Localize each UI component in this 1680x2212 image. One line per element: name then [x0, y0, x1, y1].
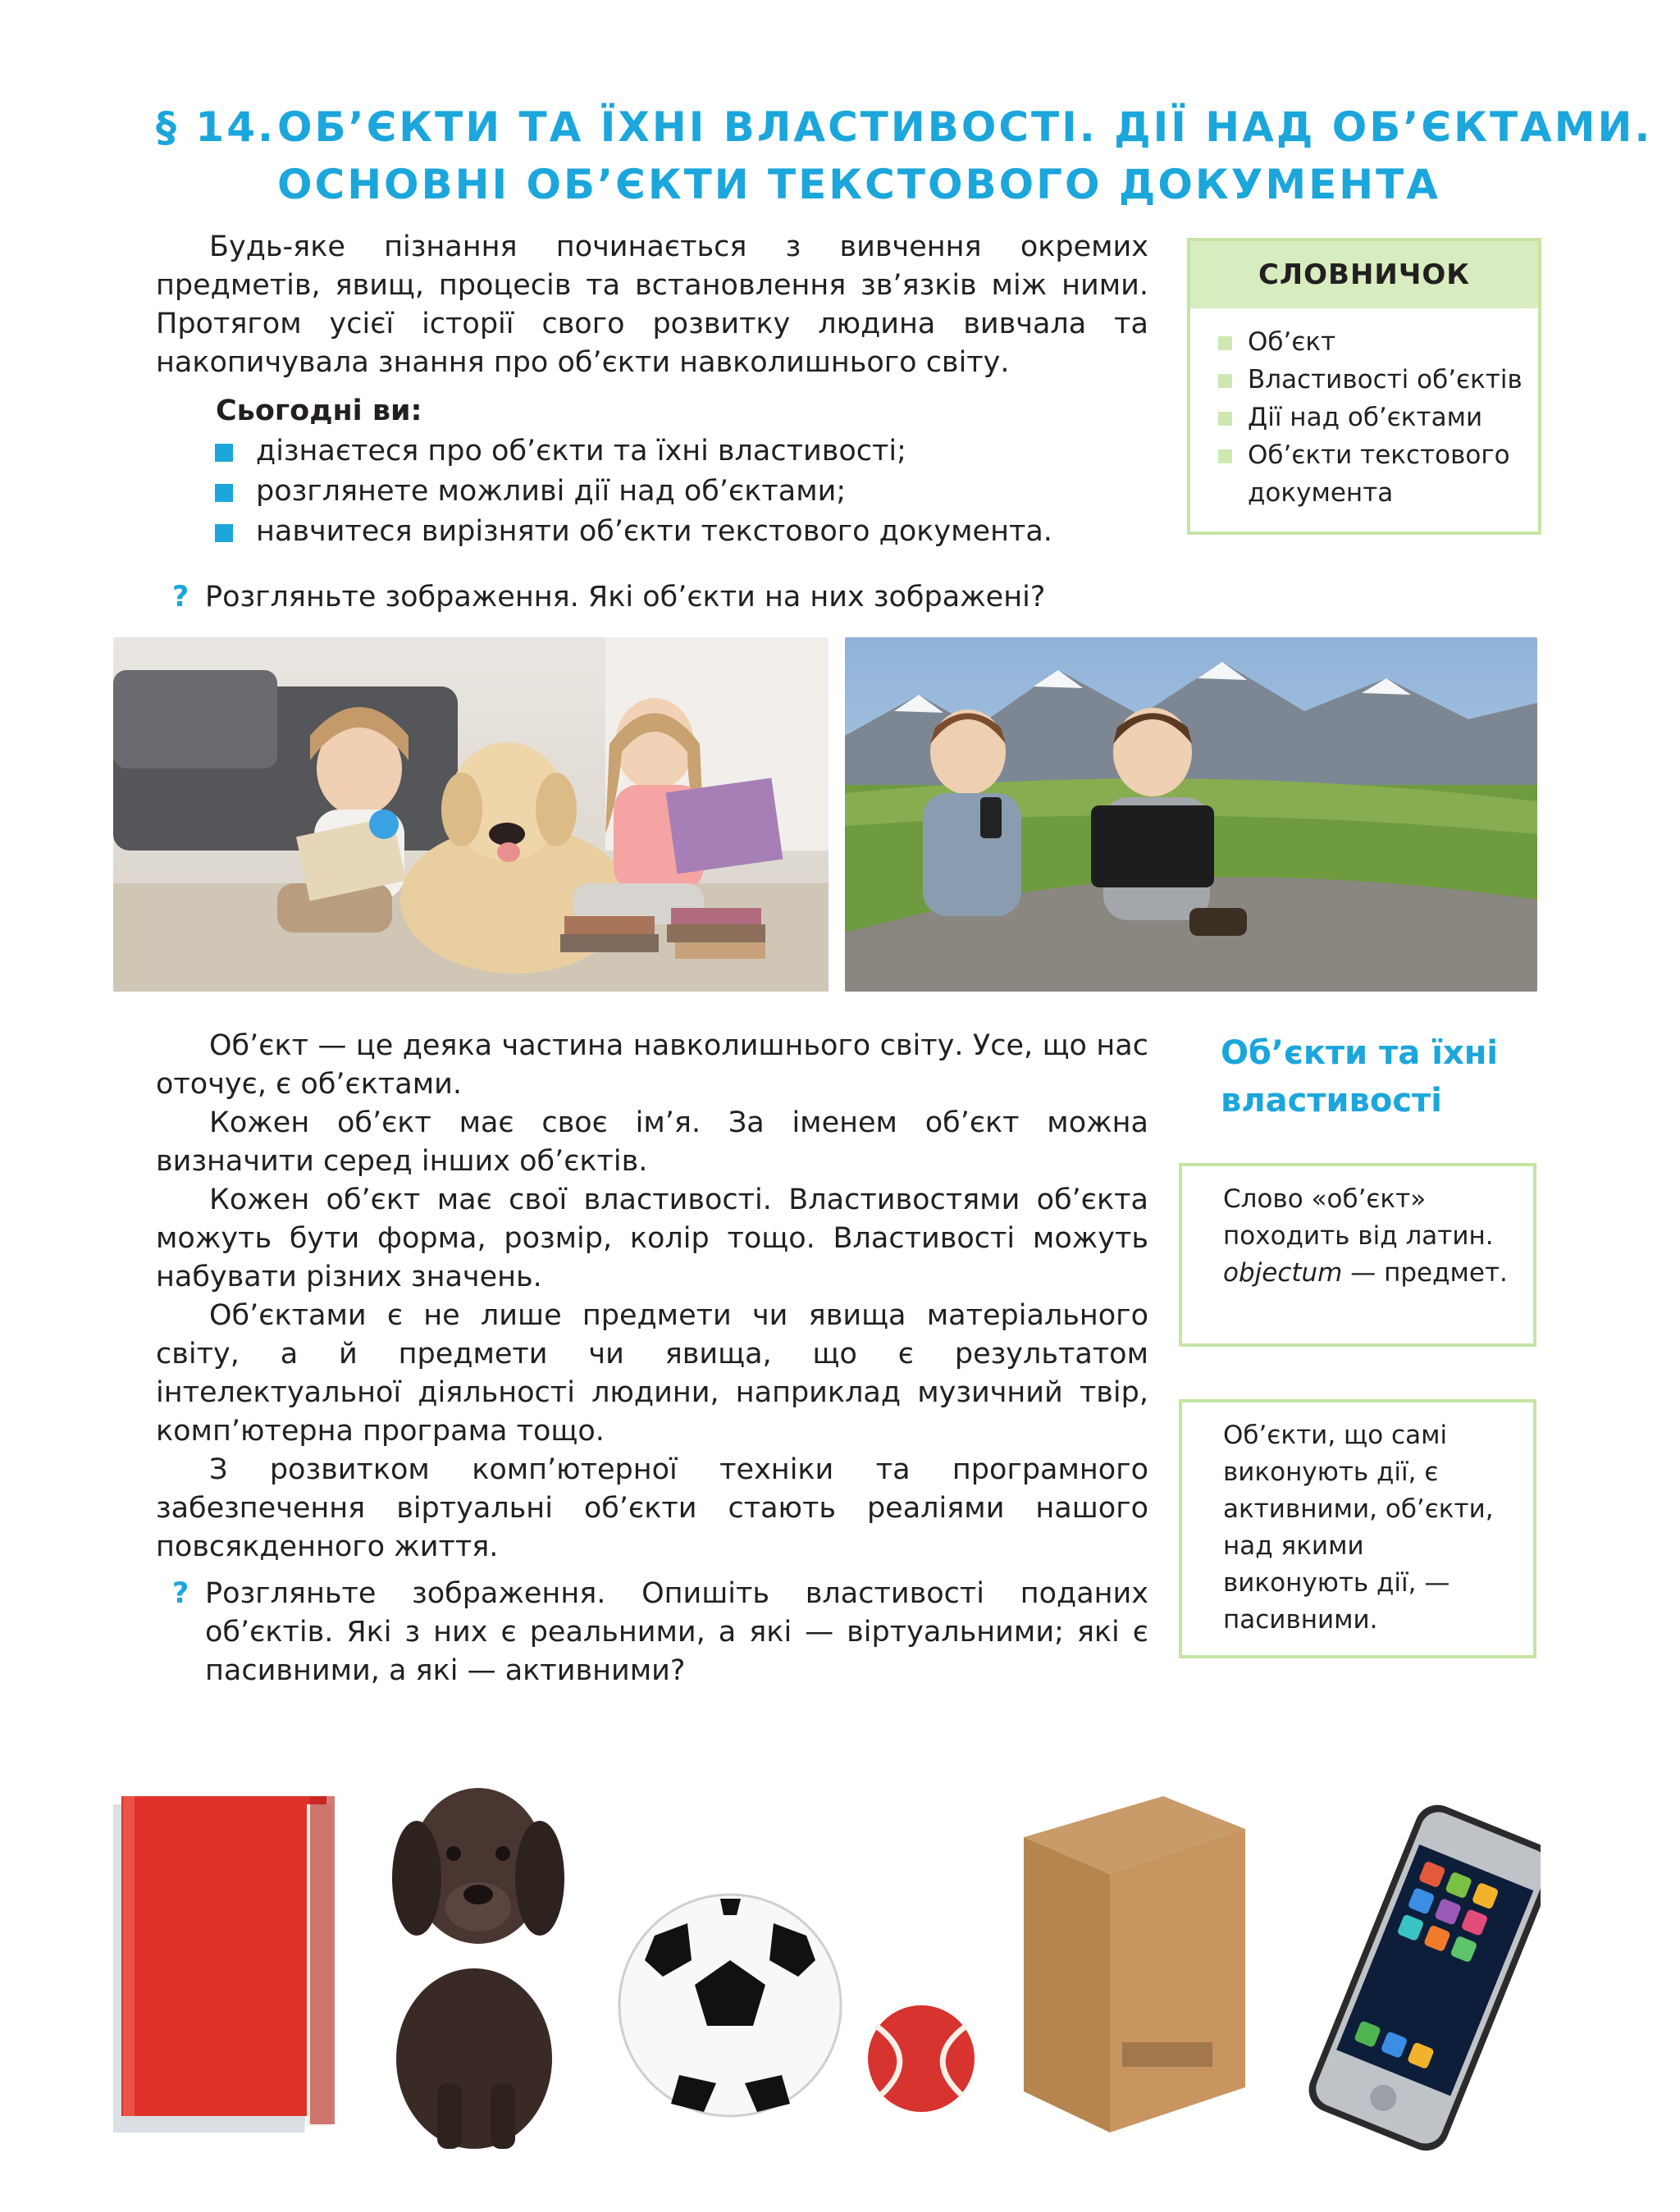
- active-passive-note: Об’єкти, що самі виконують дії, є активними, об’єкти, над якими виконують дії, — пасивними.: [1179, 1399, 1536, 1658]
- objects-svg: [113, 1714, 1541, 2173]
- page-title: [156, 98, 1653, 213]
- soccer-ball-icon: [619, 1895, 841, 2116]
- latin-word: objectum: [1223, 1258, 1343, 1288]
- bullet-square-icon: [215, 484, 233, 502]
- paragraph: З розвитком комп’ютерної техніки та програмного забезпечення віртуальні об’єкти стають реаліями нашого повсякденного життя.: [156, 1453, 1148, 1563]
- dictionary-list: [1190, 308, 1538, 512]
- question-mark-icon: ?: [172, 1577, 189, 1610]
- intro-paragraph: Будь-яке пізнання починається з вивчення окремих предметів, явищ, процесів та встановлення зв’язків між ними. Протягом усієї історії свого розвитку людина вивчала та накопичувала знання про об’єкти навколишнього світу.: [156, 230, 1148, 379]
- smartphone-icon: [1302, 1798, 1541, 2157]
- dictionary-heading: СЛОВНИЧОК: [1190, 241, 1538, 308]
- list-item: розглянете можливі дії над об’єктами;: [215, 472, 1150, 512]
- example-objects-illustration: [113, 1714, 1541, 2173]
- question-2: ? Розгляньте зображення. Опишіть властивості поданих об’єктів. Які з них є реальними, а які — віртуальними; які є пасивними, а які — активними?: [205, 1575, 1148, 1690]
- main-text: [156, 1027, 1148, 1567]
- paragraph: Кожен об’єкт має своє ім’я. За іменем об’єкт можна визначити серед інших об’єктів.: [156, 1106, 1148, 1178]
- bullet-square-icon: [1218, 449, 1232, 463]
- photo-illustration: [845, 637, 1537, 992]
- photo-girls-reading-with-dog: [113, 637, 829, 992]
- bullet-square-icon: [1218, 374, 1232, 388]
- paragraph: Об’єкт — це деяка частина навколишнього світу. Усе, що нас оточує, є об’єктами.: [156, 1029, 1148, 1101]
- puppy-icon: [392, 1788, 564, 2149]
- title-line-1: ОБ’ЄКТИ ТА ЇХНІ ВЛАСТИВОСТІ. ДІЇ НАД ОБ’ЄКТАМИ.: [277, 103, 1653, 151]
- photo-boys-with-devices: [845, 637, 1537, 992]
- section-number: § 14.: [156, 103, 276, 151]
- list-item: Властивості об’єктів: [1218, 361, 1538, 399]
- sidebar-title: Об’єкти та їхні властивості: [1221, 1034, 1499, 1120]
- bullet-square-icon: [215, 444, 233, 462]
- dictionary-box: [1187, 238, 1541, 535]
- title-line-2: ОСНОВНІ ОБ’ЄКТИ ТЕКСТОВОГО ДОКУМЕНТА: [277, 161, 1440, 208]
- list-item: Об’єкти текстового документа: [1218, 436, 1538, 512]
- question-mark-icon: ?: [172, 581, 189, 613]
- paragraph: Кожен об’єкт має свої властивості. Властивостями об’єкта можуть бути форма, розмір, колір тощо. Властивості можуть набувати різних значень.: [156, 1184, 1148, 1293]
- photo-illustration: [113, 637, 829, 992]
- bullet-square-icon: [1218, 412, 1232, 426]
- cardboard-box-icon: [1024, 1796, 1245, 2132]
- question-1: ? Розгляньте зображення. Які об’єкти на них зображені?: [205, 578, 1045, 617]
- paragraph: Об’єктами є не лише предмети чи явища матеріального світу, а й предмети чи явища, що є результатом інтелектуальної діяльності людини, наприклад музичний твір, комп’ютерна програма тощо.: [156, 1299, 1148, 1448]
- list-item: навчитеся вирізняти об’єкти текстового документа.: [215, 512, 1150, 552]
- red-book-icon: [113, 1796, 335, 2132]
- today-label: Сьогодні ви:: [216, 395, 422, 427]
- bullet-square-icon: [215, 524, 233, 542]
- bullet-square-icon: [1218, 336, 1232, 350]
- red-ball-icon: [868, 2005, 975, 2112]
- list-item: Об’єкт: [1218, 323, 1538, 361]
- list-item: Дії над об’єктами: [1218, 399, 1538, 436]
- list-item: дізнаєтеся про об’єкти та їхні властивості;: [215, 431, 1150, 472]
- goals-list: [215, 431, 1150, 552]
- etymology-note: Слово «об’єкт» походить від латин. objectum — предмет.: [1179, 1163, 1536, 1347]
- intro-block: [156, 228, 1148, 382]
